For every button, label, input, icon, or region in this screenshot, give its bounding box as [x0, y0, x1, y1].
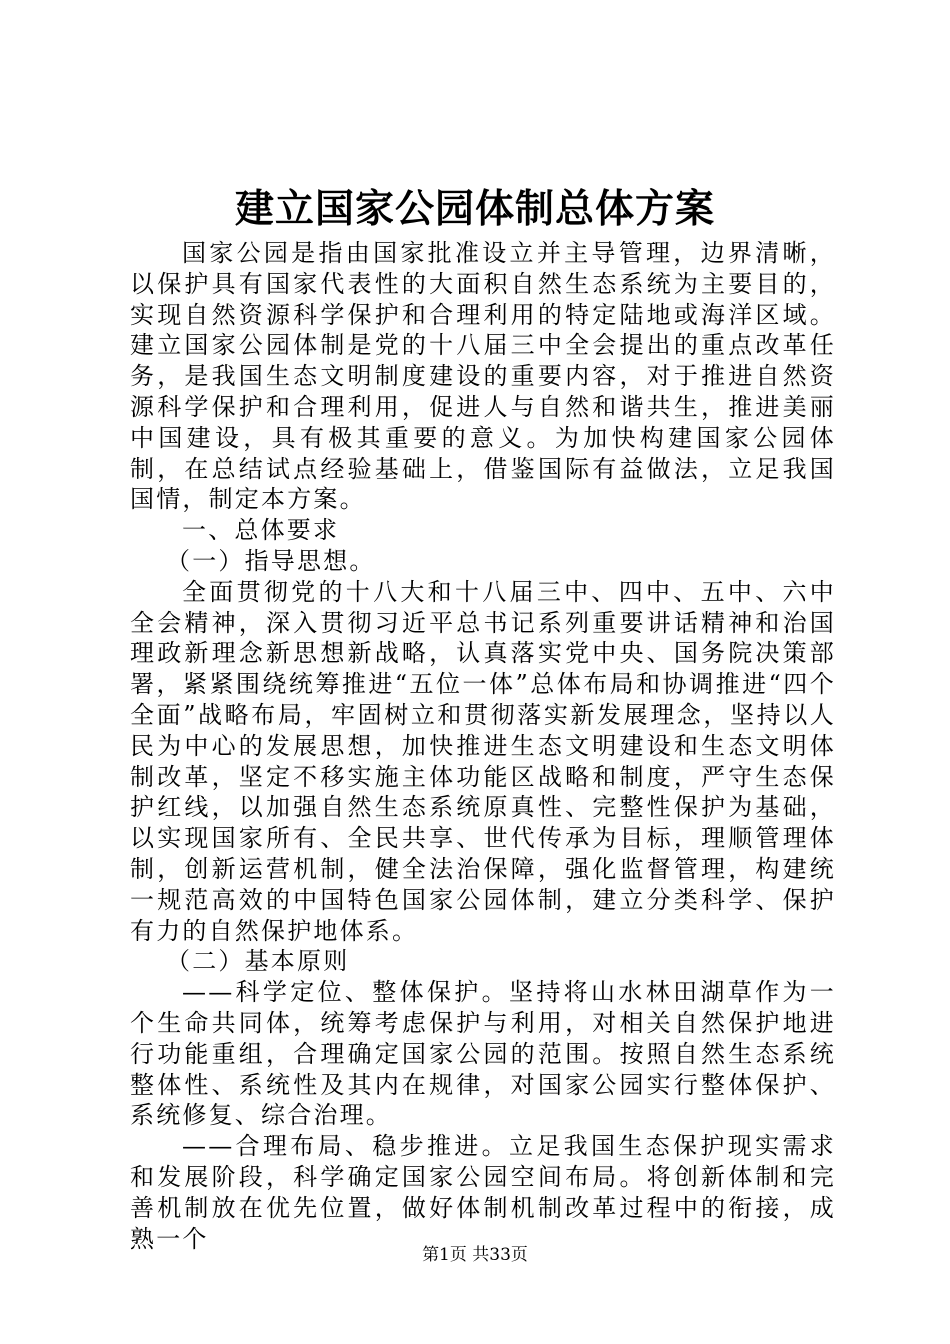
section-heading-general-requirements: 一、总体要求 [182, 516, 340, 545]
intro-paragraph: 国家公园是指由国家批准设立并主导管理，边界清晰，以保护具有国家代表性的大面积自然生态系统为主要目的，实现自然资源科学保护和合理利用的特定陆地或海洋区域。建立国家公园体制是党的十八届三中全会提出的重点改革任务，是我国生态文明制度建设的重要内容，对于推进自然资源科学保护和合理利用，促进人与自然和谐共生，推进美丽中国建设，具有极其重要的意义。为加快构建国家公园体制，在总结试点经验基础上，借鉴国际有益做法，立足我国国情，制定本方案。 [130, 239, 836, 514]
subsection-heading-guiding-ideology: （一）指导思想。 [166, 546, 376, 575]
document-body [130, 238, 836, 1254]
principle-paragraph-scientific-positioning: ——科学定位、整体保护。坚持将山水林田湖草作为一个生命共同体，统筹考虑保护与利用，对相关自然保护地进行功能重组，合理确定国家公园的范围。按照自然生态系统整体性、系统性及其内在规律，对国家公园实行整体保护、系统修复、综合治理。 [130, 978, 836, 1130]
principle-paragraph-reasonable-layout: ——合理布局、稳步推进。立足我国生态保护现实需求和发展阶段，科学确定国家公园空间布局。将创新体制和完善机制放在优先位置，做好体制机制改革过程中的衔接，成熟一个 [130, 1132, 836, 1253]
document-title: 建立国家公园体制总体方案 [234, 186, 715, 232]
guiding-ideology-paragraph: 全面贯彻党的十八大和十八届三中、四中、五中、六中全会精神，深入贯彻习近平总书记系列重要讲话精神和治国理政新理念新思想新战略，认真落实党中央、国务院决策部署，紧紧围绕统筹推进“五位一体”总体布局和协调推进“四个全面”战略布局，牢固树立和贯彻落实新发展理念，坚持以人民为中心的发展思想，加快推进生态文明建设和生态文明体制改革，坚定不移实施主体功能区战略和制度，严守生态保护红线，以加强自然生态系统原真性、完整性保护为基础，以实现国家所有、全民共享、世代传承为目标，理顺管理体制，创新运营机制，健全法治保障，强化监督管理，构建统一规范高效的中国特色国家公园体制，建立分类科学、保护有力的自然保护地体系。 [130, 577, 836, 945]
subsection-heading-basic-principles: （二）基本原则 [166, 947, 350, 976]
page-number-footer: 第1页 共33页 [422, 1245, 528, 1265]
